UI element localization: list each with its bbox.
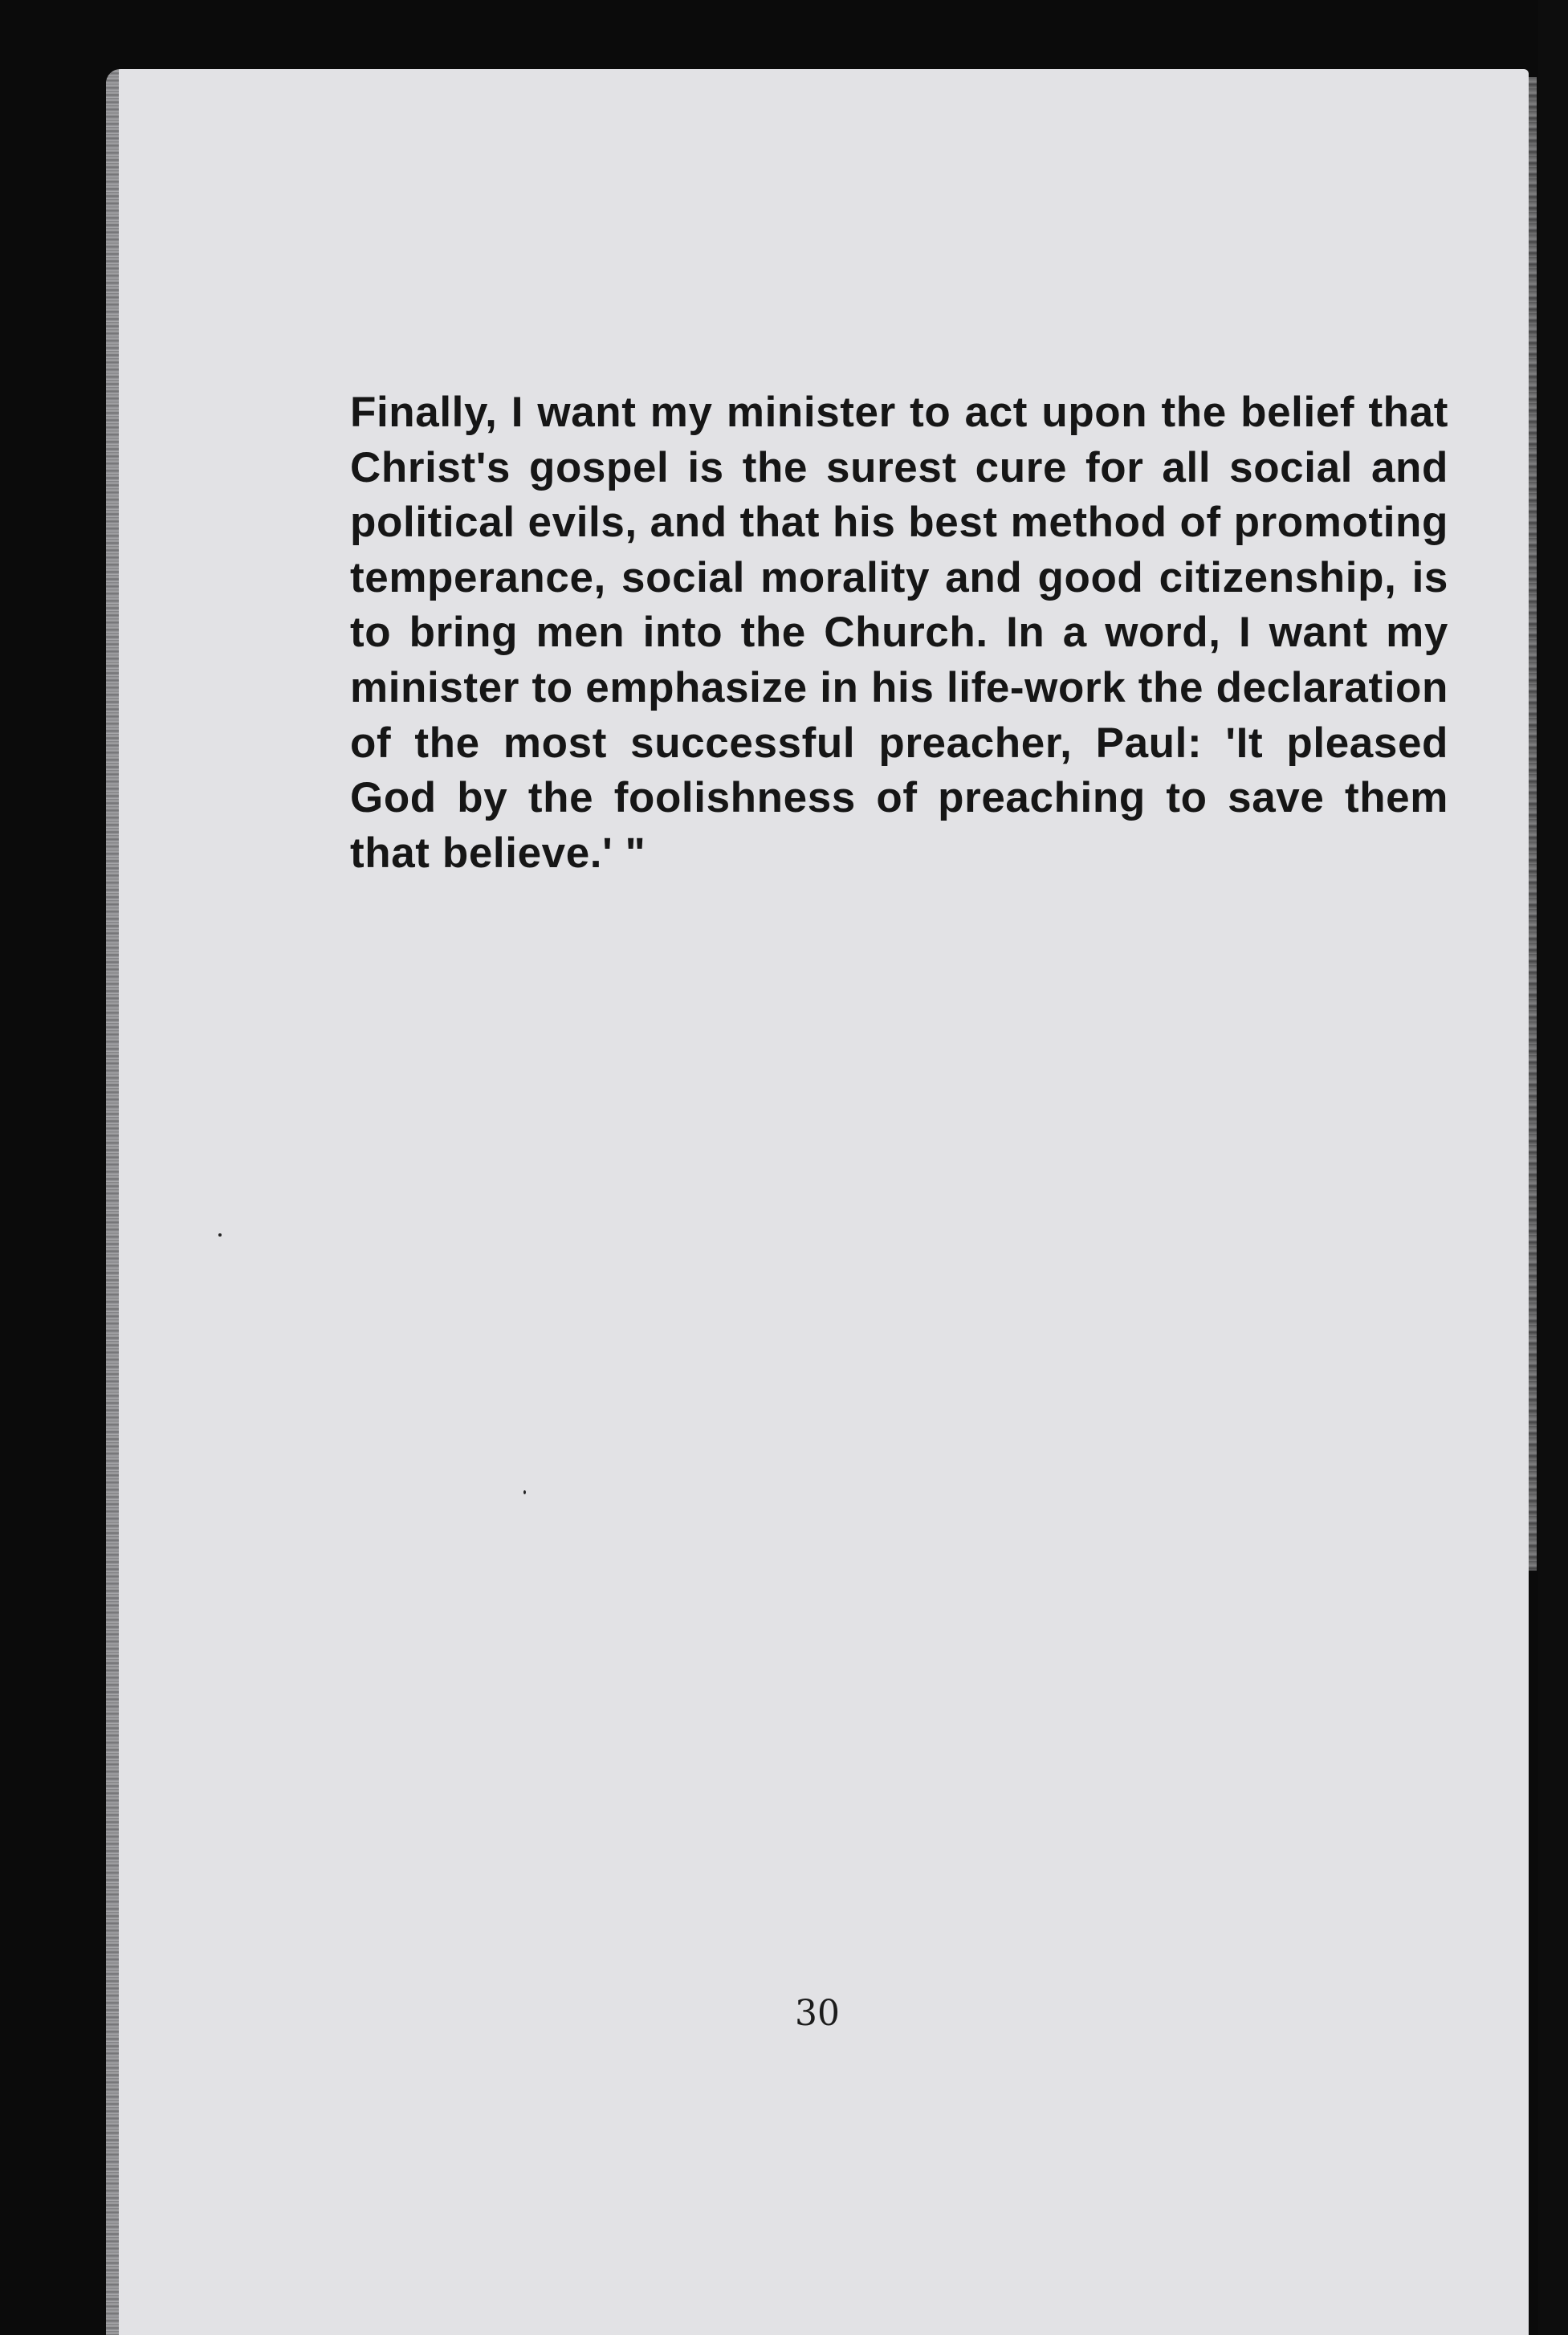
facing-page-edge: [1529, 77, 1537, 1571]
scan-border-right: [1538, 0, 1568, 2335]
page-number: 30: [795, 1993, 840, 2034]
book-page: [106, 69, 1529, 2335]
scan-speck: [218, 1233, 222, 1237]
body-paragraph: Finally, I want my minister to act upon the belief that Christ's gospel is the surest cure for all social and political evils, and that his best method of promoting temperance, social morality and good citizenship, is to bring men into the Church. In a word, I want my minister to emphasize in his life-work the declaration of the most successful preacher, Paul: 'It pleased God by the foolishness of preaching to save them that believe.' ": [350, 389, 1448, 877]
scan-speck: [523, 1490, 526, 1494]
